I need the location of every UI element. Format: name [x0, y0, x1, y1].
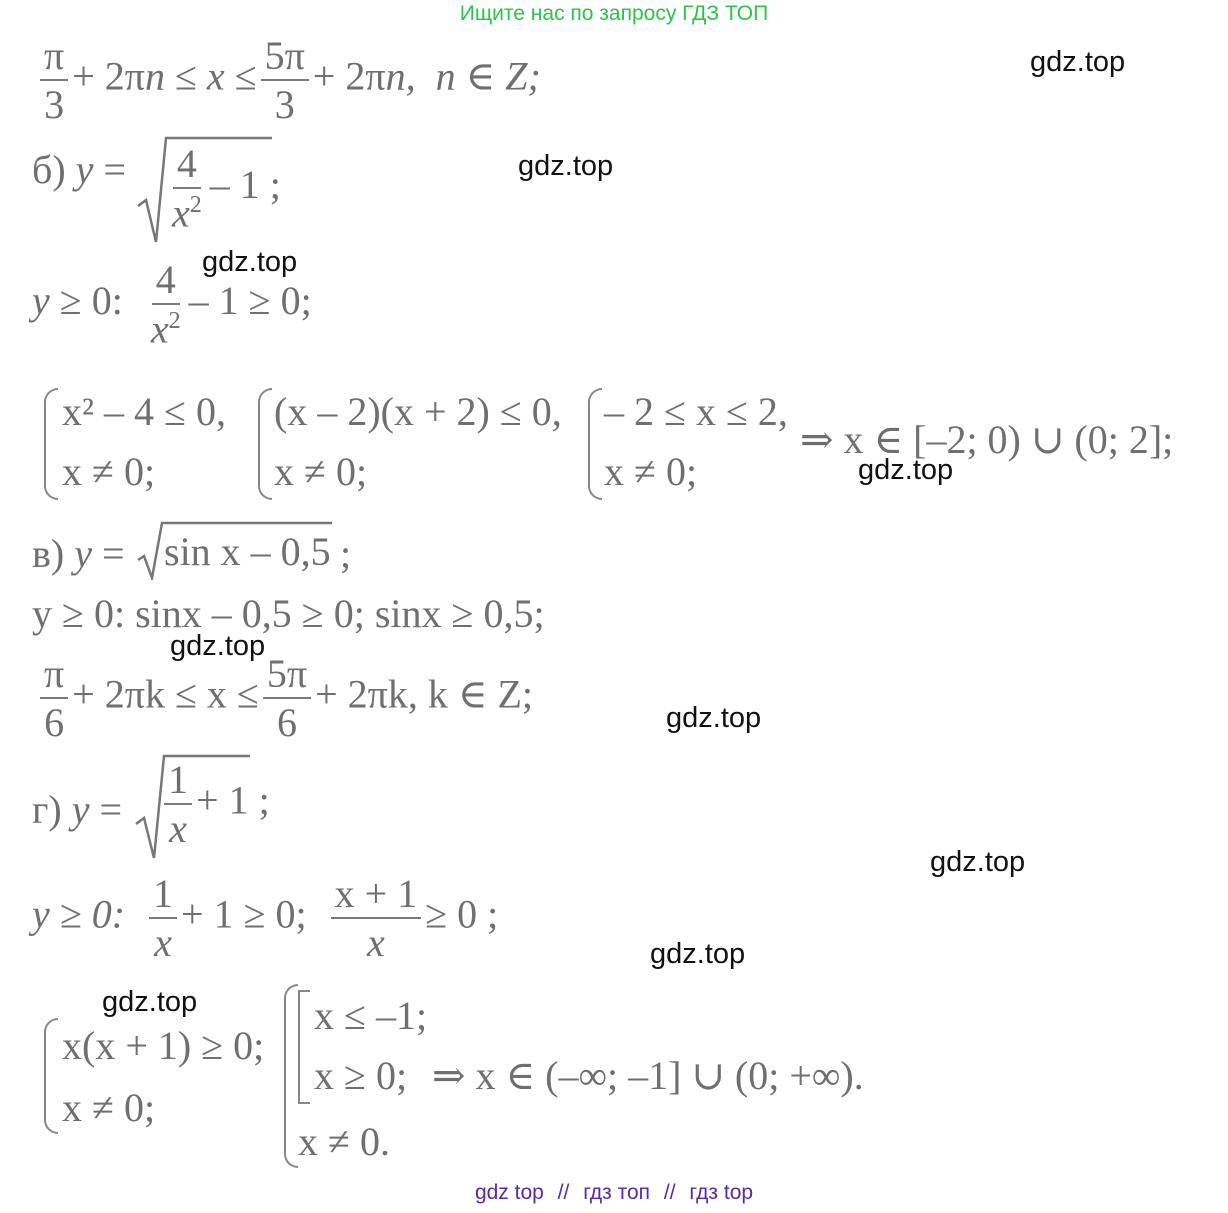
term: + 1 — [196, 777, 249, 823]
denominator — [168, 189, 206, 236]
system-2-row-2: x ≠ 0; — [274, 449, 368, 494]
var: n — [144, 53, 165, 99]
separator: // — [557, 1181, 570, 1204]
fraction-5pi-3 — [261, 33, 309, 127]
denominator — [165, 805, 191, 849]
term: ≥ 0 ; — [425, 891, 499, 937]
system-brace — [44, 388, 58, 500]
part-label: б) — [32, 147, 66, 192]
var: x — [206, 53, 225, 99]
numerator: 1 — [149, 874, 177, 919]
semicolon: ; — [340, 531, 352, 576]
part-b-radicand — [164, 141, 281, 236]
term: – 1 — [209, 161, 260, 207]
term: + 2π — [312, 53, 386, 99]
watermark: gdz.top — [666, 702, 762, 734]
footer-link-gdz-top[interactable]: gdz top — [474, 1181, 544, 1204]
var: x — [367, 920, 385, 965]
watermark: gdz.top — [202, 246, 298, 278]
fraction-4-x2 — [147, 257, 185, 352]
system-brace — [44, 1018, 58, 1134]
fraction-5pi-6 — [263, 651, 311, 745]
part-v-radicand: sin x – 0,5 — [164, 529, 331, 574]
watermark: gdz.top — [170, 630, 266, 662]
op: = — [103, 147, 126, 192]
watermark: gdz.top — [1030, 46, 1126, 78]
denominator: 3 — [274, 82, 295, 127]
var: n — [435, 53, 456, 99]
fraction-x1-x — [331, 871, 422, 965]
denominator: 6 — [44, 700, 65, 745]
var: y — [71, 787, 90, 832]
numerator: x + 1 — [331, 874, 422, 919]
var: x — [154, 920, 172, 965]
var: y — [32, 277, 50, 323]
term: + 2π — [72, 53, 145, 99]
term: + 2πk ≤ x ≤ — [72, 671, 259, 717]
numerator: 5π — [261, 36, 309, 81]
watermark: gdz.top — [650, 938, 746, 970]
system-4-row-1: x(x + 1) ≥ 0; — [62, 1023, 265, 1068]
result-b: ⇒ x ∈ [–2; 0) ∪ (0; 2]; — [800, 417, 1174, 462]
fraction-1-x — [164, 757, 192, 851]
watermark: gdz.top — [102, 986, 198, 1018]
semicolon: ; — [258, 777, 270, 823]
part-v-function — [32, 531, 125, 576]
separator: // — [663, 1181, 676, 1204]
system-3-row-2: x ≠ 0; — [604, 449, 698, 494]
semicolon: ; — [269, 161, 281, 207]
system-1-row-2: x ≠ 0; — [62, 449, 156, 494]
condition: y ≥ 0: — [32, 891, 126, 937]
footer-link-gdz-top-mixed[interactable]: гдз top — [689, 1181, 754, 1204]
part-g-radicand — [160, 757, 270, 851]
part-b-function — [32, 147, 126, 192]
footer-link-gdz-top-ru[interactable]: гдз топ — [583, 1181, 651, 1204]
set: Z; — [505, 53, 541, 99]
denominator — [363, 919, 389, 963]
term: + 2πk, k ∈ Z; — [315, 671, 533, 717]
fraction-1-x — [149, 871, 177, 965]
op: ∈ — [465, 53, 496, 99]
system-brace — [284, 984, 298, 1168]
numerator: 4 — [173, 144, 201, 189]
footer-links — [0, 1181, 1228, 1205]
numerator: π — [40, 654, 68, 699]
op: = — [101, 531, 125, 576]
numerator: π — [40, 36, 68, 81]
part-g-function — [32, 787, 123, 832]
system-5-row-2: x ≥ 0; — [314, 1053, 408, 1098]
var: x — [150, 306, 169, 352]
var: y — [75, 147, 94, 192]
fraction-pi-3 — [40, 33, 68, 127]
numerator: 1 — [164, 760, 192, 805]
op: = — [99, 787, 123, 832]
watermark: gdz.top — [518, 150, 614, 182]
numerator: 4 — [152, 260, 180, 305]
op: ≤ — [174, 53, 197, 99]
watermark: gdz.top — [930, 846, 1026, 878]
denominator — [147, 305, 185, 352]
system-2-row-1: (x – 2)(x + 2) ≤ 0, — [274, 389, 562, 434]
fraction-pi-6 — [40, 651, 68, 745]
system-brace — [258, 388, 272, 500]
denominator — [150, 919, 176, 963]
part-v-condition: y ≥ 0: sinx – 0,5 ≥ 0; sinx ≥ 0,5; — [32, 591, 545, 636]
union-bracket — [298, 990, 310, 1104]
exponent: 2 — [168, 308, 181, 334]
part-g-condition — [32, 871, 499, 965]
search-banner[interactable]: Ищите нас по запросу ГДЗ ТОП — [459, 2, 769, 25]
system-5-row-1: x ≤ –1; — [314, 993, 428, 1038]
denominator: 3 — [44, 82, 65, 127]
var: x — [172, 190, 190, 236]
part-label: г) — [32, 787, 62, 832]
term: + 1 ≥ 0; — [181, 891, 307, 937]
term: – 1 ≥ 0; — [188, 277, 312, 323]
denominator: 6 — [276, 700, 297, 745]
system-brace — [588, 388, 602, 500]
system-5-row-3: x ≠ 0. — [298, 1119, 390, 1164]
exponent: 2 — [189, 192, 202, 218]
op: ≥ 0: — [59, 277, 123, 323]
system-4-row-2: x ≠ 0; — [62, 1085, 156, 1130]
result-g: ⇒ x ∈ (–∞; –1] ∪ (0; +∞). — [432, 1053, 864, 1098]
var: y — [74, 531, 92, 576]
part-label: в) — [32, 531, 65, 576]
interval-line-v — [36, 651, 533, 745]
var: n, — [385, 53, 416, 99]
op: ≤ — [234, 53, 257, 99]
system-1-row-1: x² – 4 ≤ 0, — [62, 389, 226, 434]
interval-line-a — [36, 33, 541, 127]
var: x — [169, 806, 187, 851]
watermark: gdz.top — [858, 454, 954, 486]
fraction-4-x2 — [168, 141, 206, 236]
system-3-row-1: – 2 ≤ x ≤ 2, — [604, 389, 788, 434]
numerator: 5π — [263, 654, 311, 699]
